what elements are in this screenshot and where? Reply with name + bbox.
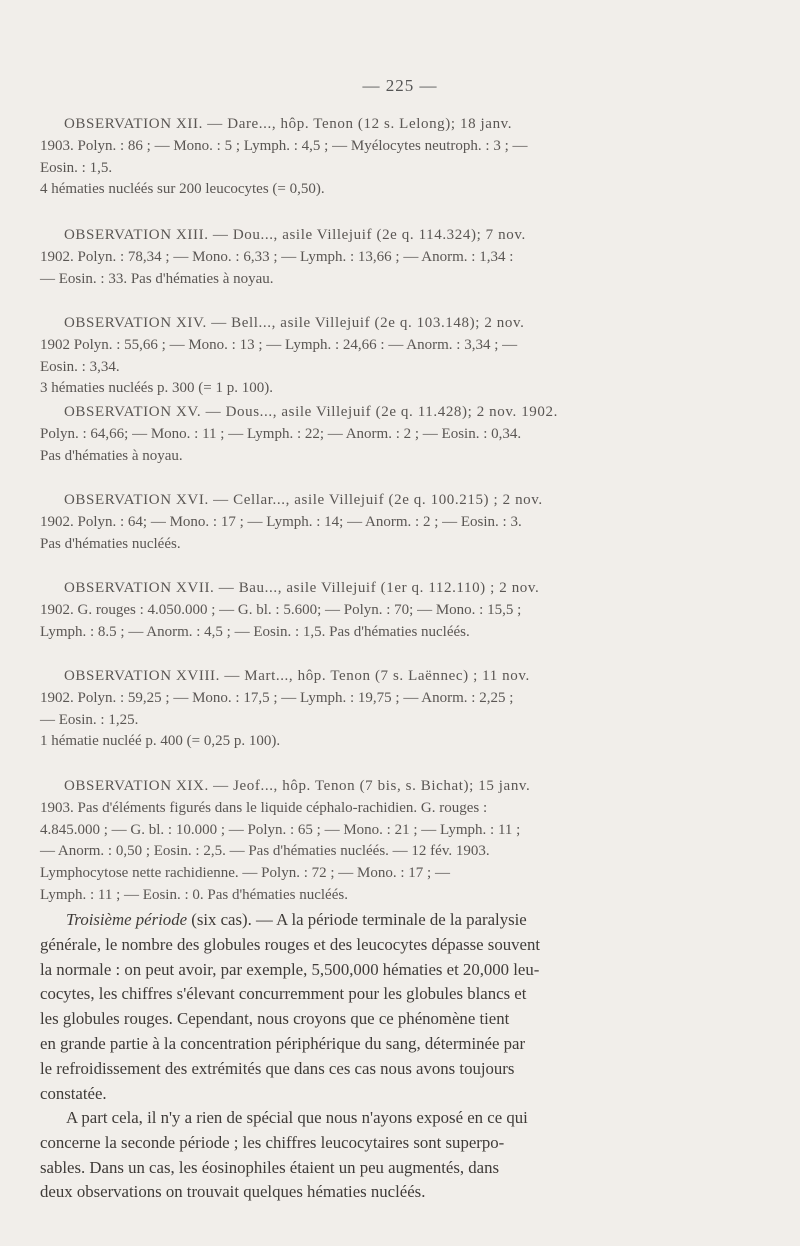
- observation-line: Eosin. : 3,34.: [40, 358, 120, 375]
- observation-line: Lymphocytose nette rachidienne. — Polyn. : 72 ; — Mono. : 17 ; —: [40, 865, 450, 882]
- observation-line: Lymph. : 11 ; — Eosin. : 0. Pas d'hématies nucléés.: [40, 886, 348, 903]
- paragraph-line: cocytes, les chiffres s'élevant concurremment pour les globules blancs et: [40, 984, 527, 1004]
- paragraph-line: sables. Dans un cas, les éosinophiles étaient un peu augmentés, dans: [40, 1157, 500, 1177]
- paragraph-line: le refroidissement des extrémités que dans ces cas nous avons toujours: [40, 1058, 515, 1078]
- observation-line: 1 hématie nucléé p. 400 (= 0,25 p. 100).: [40, 733, 281, 750]
- observation-line: Pas d'hématies à noyau.: [40, 447, 183, 464]
- observation-line: Pas d'hématies nucléés.: [40, 535, 181, 552]
- observation-line: 1902. Polyn. : 59,25 ; — Mono. : 17,5 ; — Lymph. : 19,75 ; — Anorm. : 2,25 ;: [40, 689, 514, 706]
- paragraph-a-part-cela: [40, 1106, 712, 1205]
- observation-line: 1902. G. rouges : 4.050.000 ; — G. bl. : 5.600; — Polyn. : 70; — Mono. : 15,5 ;: [40, 601, 522, 618]
- observation-heading-line: OBSERVATION XIX. — Jeof..., hôp. Tenon (7 bis, s. Bichat); 15 janv.: [64, 778, 531, 794]
- observation-line: 3 hématies nucléés p. 300 (= 1 p. 100).: [40, 380, 273, 397]
- observation-block: [40, 114, 710, 201]
- observation-block: [40, 578, 710, 643]
- observation-block: [40, 402, 710, 467]
- paragraph-line: les globules rouges. Cependant, nous croyons que ce phénomène tient: [40, 1009, 510, 1029]
- observation-line: — Eosin. : 1,25.: [40, 711, 139, 728]
- paragraph-line-text: (six cas). — A la période terminale de la paralysie: [187, 910, 527, 929]
- observation-heading-line: OBSERVATION XV. — Dous..., asile Villejuif (2e q. 11.428); 2 nov. 1902.: [64, 404, 558, 420]
- paragraph-line: générale, le nombre des globules rouges et des leucocytes dépasse souvent: [40, 934, 541, 954]
- observation-heading-line: OBSERVATION XVIII. — Mart..., hôp. Tenon (7 s. Laënnec) ; 11 nov.: [64, 668, 530, 684]
- observation-heading-line: OBSERVATION XII. — Dare..., hôp. Tenon (12 s. Lelong); 18 janv.: [64, 116, 513, 132]
- observation-line: Polyn. : 64,66; — Mono. : 11 ; — Lymph. : 22; — Anorm. : 2 ; — Eosin. : 0,34.: [40, 425, 522, 442]
- observation-line: — Eosin. : 33. Pas d'hématies à noyau.: [40, 270, 274, 287]
- observation-line: 4 hématies nucléés sur 200 leucocytes (= 0,50).: [40, 181, 325, 198]
- italic-lead: Troisième période: [66, 910, 188, 929]
- paragraph-line: deux observations on trouvait quelques hématies nucléés.: [40, 1182, 426, 1202]
- paragraph-line: concerne la seconde période ; les chiffres leucocytaires sont superpo-: [40, 1132, 505, 1152]
- paragraph-troisieme-periode: [40, 908, 712, 1106]
- observation-line: 1902 Polyn. : 55,66 ; — Mono. : 13 ; — Lymph. : 24,66 : — Anorm. : 3,34 ; —: [40, 336, 518, 353]
- observation-line: 1903. Pas d'éléments figurés dans le liquide céphalo-rachidien. G. rouges :: [40, 799, 488, 816]
- observation-line: Lymph. : 8.5 ; — Anorm. : 4,5 ; — Eosin. : 1,5. Pas d'hématies nucléés.: [40, 623, 470, 640]
- observation-block: [40, 225, 710, 290]
- observation-heading-line: OBSERVATION XVII. — Bau..., asile Villejuif (1er q. 112.110) ; 2 nov.: [64, 580, 540, 596]
- observation-heading-line: OBSERVATION XIV. — Bell..., asile Villejuif (2e q. 103.148); 2 nov.: [64, 315, 525, 331]
- observation-line: Eosin. : 1,5.: [40, 159, 113, 176]
- observation-line: — Anorm. : 0,50 ; Eosin. : 2,5. — Pas d'hématies nucléés. — 12 fév. 1903.: [40, 843, 490, 860]
- observation-line: 1902. Polyn. : 78,34 ; — Mono. : 6,33 ; — Lymph. : 13,66 ; — Anorm. : 1,34 :: [40, 248, 514, 265]
- observation-block: [40, 666, 710, 753]
- observation-line: 4.845.000 ; — G. bl. : 10.000 ; — Polyn. : 65 ; — Mono. : 21 ; — Lymph. : 11 ;: [40, 821, 521, 838]
- observation-heading-line: OBSERVATION XIII. — Dou..., asile Villejuif (2e q. 114.324); 7 nov.: [64, 227, 526, 243]
- paragraph-line: [40, 908, 712, 933]
- paragraph-line: en grande partie à la concentration périphérique du sang, déterminée par: [40, 1033, 526, 1053]
- observation-block: [40, 313, 710, 400]
- paragraph-line: la normale : on peut avoir, par exemple, 5,500,000 hématies et 20,000 leu-: [40, 959, 540, 979]
- observation-block: [40, 490, 710, 555]
- observation-block: [40, 776, 710, 907]
- page-number: — 225 —: [362, 76, 438, 95]
- observation-line: 1902. Polyn. : 64; — Mono. : 17 ; — Lymph. : 14; — Anorm. : 2 ; — Eosin. : 3.: [40, 513, 522, 530]
- paragraph-line: constatée.: [40, 1083, 107, 1103]
- observation-line: 1903. Polyn. : 86 ; — Mono. : 5 ; Lymph. : 4,5 ; — Myélocytes neutroph. : 3 ; —: [40, 137, 528, 154]
- observation-heading-line: OBSERVATION XVI. — Cellar..., asile Villejuif (2e q. 100.215) ; 2 nov.: [64, 492, 543, 508]
- paragraph-line: A part cela, il n'y a rien de spécial que nous n'ayons exposé en ce qui: [66, 1108, 528, 1127]
